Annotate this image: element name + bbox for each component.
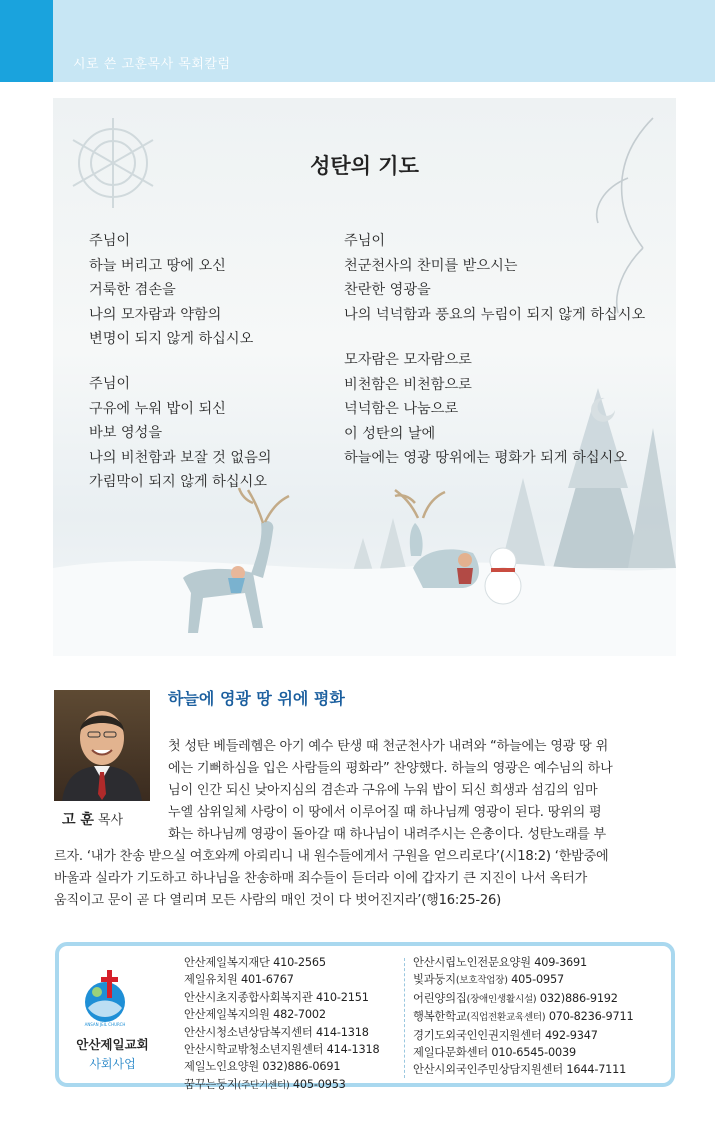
poem-line: 나의 비천함과 보잘 것 없음의	[89, 449, 272, 466]
author-portrait-illustration	[54, 690, 150, 801]
poem-line: 나의 넉넉함과 풍요의 누림이 되지 않게 하십시오	[344, 306, 646, 323]
org-list-item: 제일다문화센터 010-6545-0039	[413, 1046, 576, 1060]
poem-line: 비천함은 비천함으로	[344, 376, 472, 393]
org-list-item: 어린양의집(장애인생활시설) 032)886-9192	[413, 991, 618, 1005]
org-list-item: 안산시청소년상담복지센터 414-1318	[184, 1025, 369, 1039]
org-list-item: 제일노인요양원 032)886-0691	[184, 1060, 341, 1074]
poem-line: 가림막이 되지 않게 하십시오	[89, 474, 267, 490]
poem-line: 변명이 되지 않게 하십시오	[89, 331, 254, 347]
author-name-text: 고 훈	[62, 812, 94, 828]
poem-title: 성탄의 기도	[310, 154, 419, 178]
org-list-item: 안산시외국인주민상담지원센터 1644-7111	[413, 1063, 627, 1077]
author-photo	[54, 690, 150, 801]
poem-line: 구유에 누워 밥이 되신	[89, 400, 226, 417]
poem-line: 찬란한 영광을	[344, 282, 431, 298]
poem-line: 하늘 버리고 땅에 오신	[89, 257, 226, 274]
org-list-item: 빛과둥지(보호작업장) 405-0957	[413, 973, 564, 987]
essay-line: 바울과 실라가 기도하고 하나님을 찬송하매 죄수들이 듣더라 이에 갑자기 큰 지진이 나서 옥터가	[54, 871, 588, 886]
essay-line: 화는 하나님께 영광이 돌아갈 때 하나님이 내려주시는 은총이다. 성탄노래를 부	[168, 827, 606, 842]
org-list-item: 안산시립노인전문요양원 409-3691	[413, 956, 588, 969]
poem-line: 천군천사의 찬미를 받으시는	[344, 257, 518, 274]
author-role: 목사	[97, 813, 124, 828]
header-title: 시로 쓴 고훈목사 목회칼럼	[73, 57, 231, 72]
poem-line: 주님이	[89, 376, 131, 392]
org-list-item: 경기도외국인인권지원센터 492-9347	[413, 1028, 598, 1042]
org-list-item: 꿈꾸는둥지(주단기센터) 405-0953	[184, 1077, 346, 1091]
snow-ground	[53, 561, 676, 656]
poem-line: 이 성탄의 날에	[344, 425, 436, 442]
essay-heading: 하늘에 영광 땅 위에 평화	[168, 689, 345, 708]
essay-line: 르자. ‘내가 찬송 받으실 여호와께 아뢰리니 내 원수들에게서 구원을 얻으리로다’(시18:2) ‘한밤중에	[54, 849, 609, 864]
poem-line: 주님이	[344, 233, 386, 249]
author-name	[62, 809, 123, 829]
church-logo-icon	[80, 968, 130, 1030]
essay-line: 첫 성탄 베들레헴은 아기 예수 탄생 때 천군천사가 내려와 “하늘에는 영광 땅 위	[168, 739, 609, 754]
essay-line: 움직이고 문이 곧 다 열리며 모든 사람의 매인 것이 다 벗어진지라’(행16:25-26)	[54, 893, 502, 908]
poem-left-stanza-2	[89, 372, 272, 495]
church-subtitle: 사회사업	[89, 1057, 136, 1071]
poem-line: 넉넉함은 나눔으로	[344, 401, 459, 417]
poem-right-stanza-2	[344, 348, 627, 471]
org-list-item: 제일유치원 401-6767	[184, 973, 294, 987]
org-list-left	[184, 954, 379, 1094]
essay-line: 님이 인간 되신 낮아지심의 겸손과 구유에 누워 밥이 되신 희생과 섬김의 임마	[168, 783, 598, 798]
church-name: 안산제일교회	[76, 1037, 149, 1052]
poem-line: 거룩한 겸손을	[89, 282, 176, 298]
logo-text: ANSAN JEIL CHURCH	[84, 1022, 126, 1027]
column-divider	[404, 958, 406, 1078]
org-list-item: 안산제일복지의원 482-7002	[184, 1008, 326, 1022]
poem-line: 하늘에는 영광 땅위에는 평화가 되게 하십시오	[344, 450, 627, 466]
poem-left-stanza-1	[89, 229, 253, 352]
header-accent-tab	[0, 0, 53, 82]
poem-line: 모자람은 모자람으로	[344, 352, 472, 368]
essay-line: 에는 기뻐하심을 입은 사람들의 평화라” 찬양했다. 하늘의 영광은 예수님의 하나	[168, 761, 613, 776]
poem-line: 나의 모자람과 약함의	[89, 306, 222, 323]
poem-line: 바보 영성을	[89, 425, 163, 441]
poem-line: 주님이	[89, 233, 131, 249]
essay-line: 누엘 삼위일체 사랑이 이 땅에서 이루어질 때 하나님께 영광이 된다. 땅위의 평	[168, 805, 602, 820]
org-list-item: 안산시학교밖청소년지원센터 414-1318	[184, 1043, 380, 1057]
poem-panel	[53, 98, 676, 656]
org-list-right	[413, 954, 633, 1079]
org-list-item: 안산제일복지재단 410-2565	[184, 956, 326, 969]
poem-right-stanza-1	[344, 229, 645, 327]
org-list-item: 행복한학교(직업전환교육센터) 070-8236-9711	[413, 1010, 634, 1024]
org-list-item: 안산시초지종합사회복지관 410-2151	[184, 990, 369, 1004]
